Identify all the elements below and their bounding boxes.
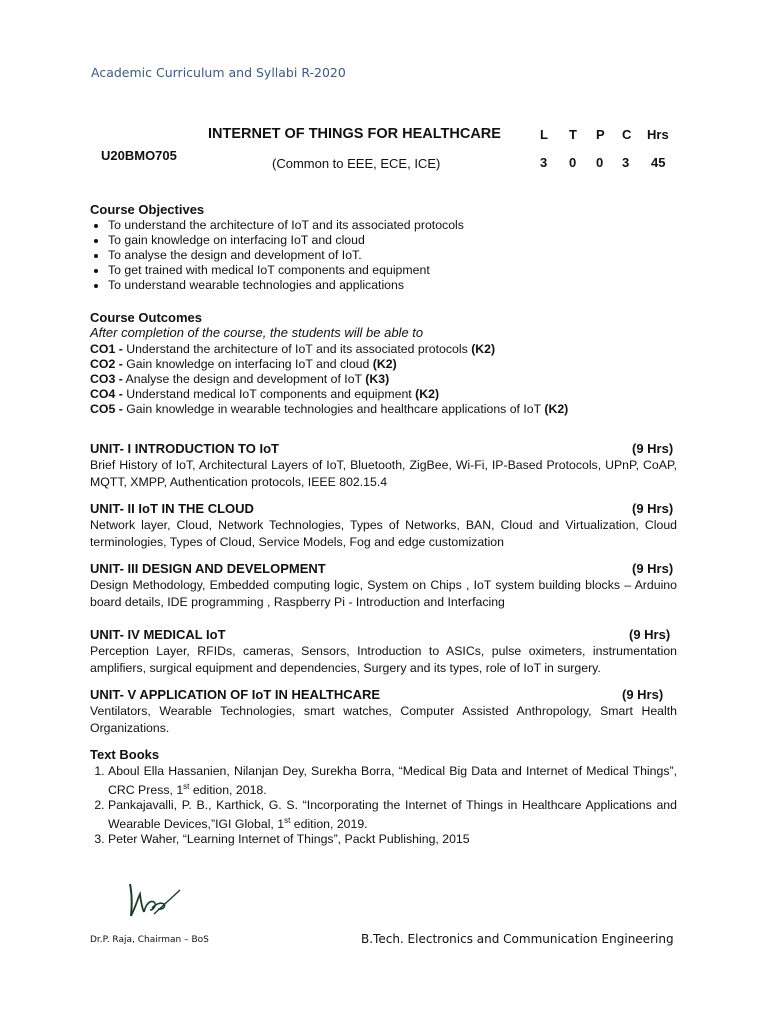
objectives-list xyxy=(90,218,628,293)
outcome-text: Understand medical IoT components and equipment xyxy=(122,387,416,401)
textbook-item xyxy=(108,832,677,847)
outcome-item xyxy=(90,402,568,417)
outcome-item xyxy=(90,357,397,372)
unit-2-hours: (9 Hrs) xyxy=(632,501,674,516)
objective-item: • To gain knowledge on interfacing IoT and cloud xyxy=(108,233,628,248)
unit-4-title: UNIT- IV MEDICAL IoT xyxy=(90,627,226,642)
ltpc-value-c: 3 xyxy=(622,155,630,170)
unit-5-title: UNIT- V APPLICATION OF IoT IN HEALTHCARE xyxy=(90,687,381,702)
outcome-code: CO4 - xyxy=(90,387,123,401)
outcome-item xyxy=(90,387,439,402)
unit-5-hours: (9 Hrs) xyxy=(622,687,664,702)
ltpc-value-hrs: 45 xyxy=(651,155,666,170)
textbooks-heading: Text Books xyxy=(90,747,160,762)
textbook-text: Pankajavalli, P. B., Karthick, G. S. “Incorporating the Internet of Things in Healthcare Applications and Wearable Devices,”IGI Global, 1 xyxy=(108,798,677,832)
signature-image xyxy=(124,876,184,920)
unit-1-hours: (9 Hrs) xyxy=(632,441,674,456)
unit-3-body: Design Methodology, Embedded computing logic, System on Chips , IoT system building blocks – Arduino board details, IDE programming , Raspberry Pi - Introduction and Interfacing xyxy=(90,578,677,609)
outcome-code: CO3 - xyxy=(90,372,123,386)
course-title: INTERNET OF THINGS FOR HEALTHCARE xyxy=(208,126,501,142)
unit-4-hours: (9 Hrs) xyxy=(629,627,671,642)
objective-item: • To analyse the design and development of IoT. xyxy=(108,248,628,263)
ltpc-header-hrs: Hrs xyxy=(647,127,669,142)
ltpc-header-p: P xyxy=(596,127,605,142)
outcome-level: (K2) xyxy=(471,342,496,356)
textbook-item xyxy=(108,798,677,832)
outcome-level: (K2) xyxy=(544,402,569,416)
outcome-level: (K2) xyxy=(372,357,397,371)
textbook-text: Aboul Ella Hassanien, Nilanjan Dey, Surekha Borra, “Medical Big Data and Internet of Medical Things”, CRC Press, 1 xyxy=(108,764,677,798)
unit-2-title: UNIT- II IoT IN THE CLOUD xyxy=(90,501,254,516)
footer-chairman: Dr.P. Raja, Chairman – BoS xyxy=(90,935,209,945)
unit-1-title: UNIT- I INTRODUCTION TO IoT xyxy=(90,441,279,456)
outcomes-intro: After completion of the course, the students will be able to xyxy=(90,325,424,340)
unit-1-body: Brief History of IoT, Architectural Layers of IoT, Bluetooth, ZigBee, Wi-Fi, IP-Based Protocols, UPnP, CoAP, MQTT, XMPP, Authentication protocols, IEEE 802.15.4 xyxy=(90,458,677,489)
outcome-item xyxy=(90,372,389,387)
unit-5-body: Ventilators, Wearable Technologies, smart watches, Computer Assisted Anthropology, Smart Health Organizations. xyxy=(90,704,677,735)
textbook-text-end: edition, 2018. xyxy=(189,783,267,798)
outcome-text: Analyse the design and development of IoT xyxy=(122,372,366,386)
outcome-code: CO1 - xyxy=(90,342,123,356)
course-common-to: (Common to EEE, ECE, ICE) xyxy=(272,156,441,171)
outcome-text: Understand the architecture of IoT and its associated protocols xyxy=(122,342,472,356)
ltpc-value-t: 0 xyxy=(569,155,577,170)
textbooks-list xyxy=(90,764,677,847)
objective-item: • To understand wearable technologies and applications xyxy=(108,278,628,293)
ltpc-header-c: C xyxy=(622,127,632,142)
outcome-item xyxy=(90,342,495,357)
outcome-code: CO5 - xyxy=(90,402,123,416)
objective-item: • To get trained with medical IoT components and equipment xyxy=(108,263,628,278)
ltpc-header-l: L xyxy=(540,127,548,142)
outcome-text: Gain knowledge on interfacing IoT and cloud xyxy=(122,357,373,371)
footer-program: B.Tech. Electronics and Communication Engineering xyxy=(361,932,674,946)
unit-2-body: Network layer, Cloud, Network Technologies, Types of Networks, BAN, Cloud and Virtualization, Cloud terminologies, Types of Cloud, Service Models, Fog and edge customization xyxy=(90,518,677,549)
outcome-level: (K3) xyxy=(365,372,390,386)
objective-item: • To understand the architecture of IoT and its associated protocols xyxy=(108,218,628,233)
textbook-text-end: edition, 2019. xyxy=(290,817,368,832)
document-header: Academic Curriculum and Syllabi R-2020 xyxy=(91,65,346,80)
ltpc-value-l: 3 xyxy=(540,155,548,170)
outcome-code: CO2 - xyxy=(90,357,123,371)
textbook-item xyxy=(108,764,677,798)
unit-4-body: Perception Layer, RFIDs, cameras, Sensors, Introduction to ASICs, pulse oximeters, instrumentation amplifiers, surgical equipment and dependencies, Surgery and its types, role of IoT in surgery. xyxy=(90,644,677,675)
course-code: U20BMO705 xyxy=(101,148,177,163)
unit-3-hours: (9 Hrs) xyxy=(632,561,674,576)
outcomes-heading: Course Outcomes xyxy=(90,310,202,325)
unit-3-title: UNIT- III DESIGN AND DEVELOPMENT xyxy=(90,561,326,576)
textbook-sup: st xyxy=(284,816,291,826)
textbook-text: Peter Waher, “Learning Internet of Things”, Packt Publishing, 2015 xyxy=(108,832,470,847)
outcome-text: Gain knowledge in wearable technologies and healthcare applications of IoT xyxy=(122,402,545,416)
textbook-sup: st xyxy=(183,782,190,791)
ltpc-header-t: T xyxy=(569,127,577,142)
outcome-level: (K2) xyxy=(415,387,440,401)
objectives-heading: Course Objectives xyxy=(90,202,205,217)
ltpc-value-p: 0 xyxy=(596,155,604,170)
